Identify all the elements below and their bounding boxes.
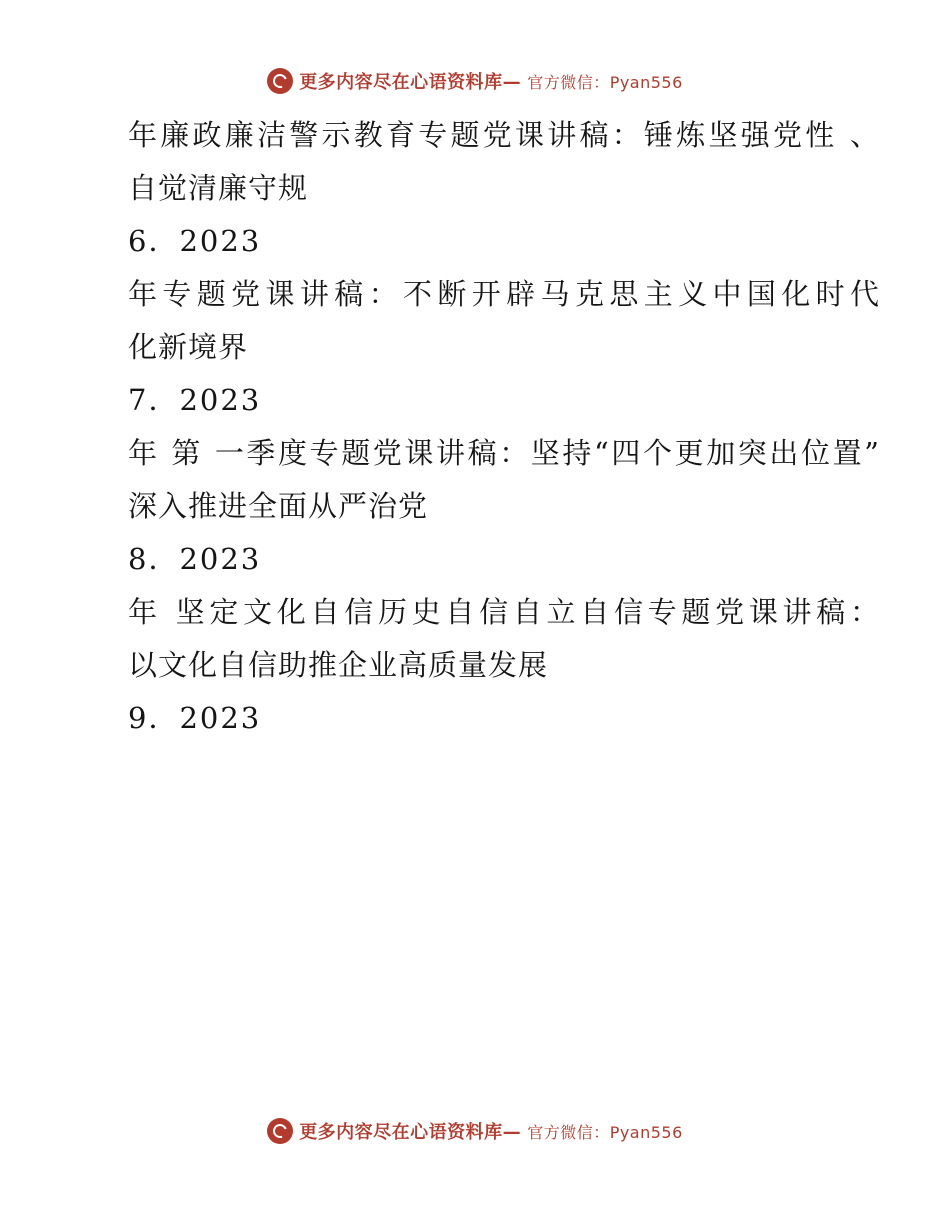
watermark-main-text: 更多内容尽在心语资料库— — [299, 1122, 522, 1143]
paragraph: 年 坚定文化自信历史自信自立自信专题党课讲稿： — [128, 594, 880, 629]
paragraph: 深入推进全面从严治党 — [128, 488, 429, 523]
watermark-logo-icon — [267, 1118, 293, 1144]
watermark-sub-text: 官方微信：Pyan556 — [527, 1122, 683, 1142]
paragraph: 9．2023 — [128, 700, 262, 735]
watermark-top — [0, 68, 950, 94]
watermark-sub-text: 官方微信：Pyan556 — [527, 72, 683, 92]
document-body — [0, 112, 950, 748]
watermark-main-text: 更多内容尽在心语资料库— — [299, 72, 522, 93]
watermark-logo-icon — [267, 68, 293, 94]
paragraph: 8．2023 — [128, 541, 262, 576]
paragraph: 年专题党课讲稿：不断开辟马克思主义中国化时代 — [128, 276, 880, 311]
watermark-bottom — [0, 1118, 950, 1144]
paragraph: 以文化自信助推企业高质量发展 — [128, 647, 549, 682]
paragraph: 化新境界 — [128, 329, 249, 364]
paragraph: 年 第 一季度专题党课讲稿：坚持“四个更加突出位置” — [128, 435, 880, 470]
paragraph: 6．2023 — [128, 223, 262, 258]
paragraph: 自觉清廉守规 — [128, 170, 309, 205]
paragraph: 7．2023 — [128, 382, 262, 417]
paragraph: 年廉政廉洁警示教育专题党课讲稿：锤炼坚强党性 、 — [128, 118, 880, 152]
